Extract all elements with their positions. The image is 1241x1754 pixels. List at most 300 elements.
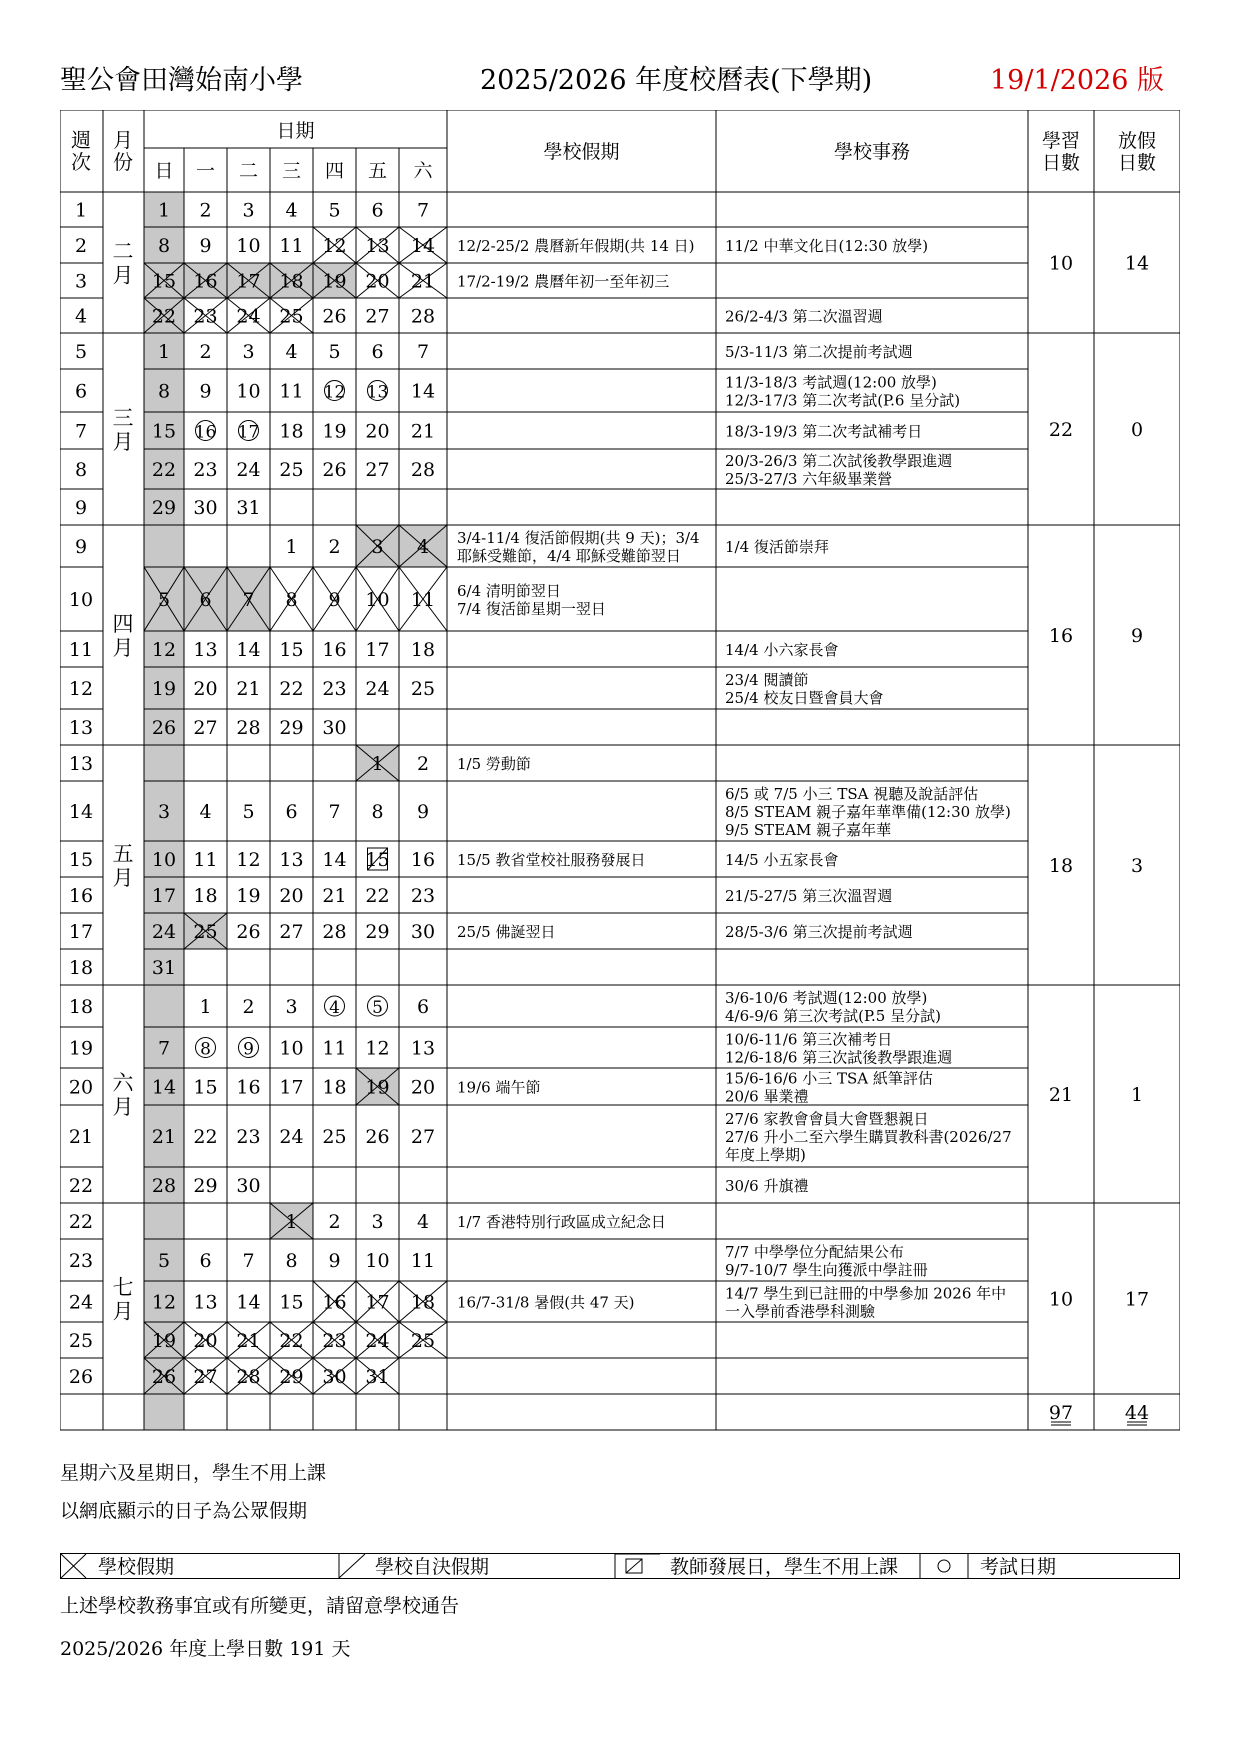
week-number: 22 [68,1175,94,1197]
month-label-1: 三 [112,406,134,430]
day-number: 24 [365,1330,390,1352]
day-number: 12 [151,639,177,661]
month-label-1: 六 [112,1071,134,1095]
calendar-row [69,1031,952,1067]
day-number: 18 [279,270,304,293]
day-number: 28 [410,459,436,481]
totals-row [1049,1402,1149,1425]
day-number: 27 [365,305,390,328]
month-study-days: 22 [1048,419,1074,441]
day-number: 13 [410,1037,436,1060]
calendar-row [69,1243,928,1279]
col-study-days-header-2: 日數 [1041,152,1081,174]
week-number: 12 [68,678,94,700]
day-number: 6 [199,589,212,611]
month-label-1: 五 [112,842,134,866]
day-number: 1 [157,199,171,222]
month-label-2: 月 [112,636,134,660]
day-number: 8 [285,589,298,611]
day-number: 25 [279,459,304,481]
day-number: 5 [242,801,255,823]
event-text: 11/3-18/3 考試週(12:00 放學) [725,373,937,392]
day-number: 22 [279,1330,304,1352]
holiday-text: 6/4 清明節翌日 [457,582,561,600]
day-number: 27 [279,921,304,943]
weekday-header: 四 [324,160,345,182]
day-number: 30 [322,717,347,739]
week-number: 1 [74,199,88,222]
day-number: 28 [410,305,436,328]
legend-school-holiday: 學校假期 [98,1556,175,1578]
day-number: 4 [199,801,212,823]
col-events-header: 學校事務 [833,141,911,163]
day-number: 8 [157,235,171,257]
day-number: 23 [193,459,218,481]
day-number: 20 [193,678,218,700]
day-number: 4 [285,199,298,222]
day-number: 5 [328,341,341,363]
day-number: 2 [199,341,212,363]
day-number: 9 [328,1250,341,1272]
day-number: 3 [371,536,384,558]
calendar-row [69,1322,447,1358]
event-text: 21/5-27/5 第三次溫習週 [725,887,893,905]
holiday-text: 3/4-11/4 復活節假期(共 9 天)；3/4 [457,529,700,547]
weekday-header: 六 [413,160,433,182]
event-text: 26/2-4/3 第二次溫習週 [725,307,883,326]
day-number: 8 [157,380,171,403]
day-number: 15 [279,639,304,661]
week-number: 20 [68,1076,94,1099]
calendar-row [69,1110,1012,1164]
note-first-term-days: 2025/2026 年度上學日數 191 天 [60,1638,351,1660]
week-number: 16 [68,885,94,907]
holiday-text: 耶穌受難節，4/4 耶穌受難節翌日 [457,547,681,565]
event-text: 3/6-10/6 考試週(12:00 放學) [725,989,928,1007]
week-number: 18 [68,957,94,979]
week-number: 9 [74,497,88,519]
day-number: 19 [151,1330,177,1352]
day-number: 19 [365,1076,390,1099]
week-number: 15 [68,849,94,871]
day-number: 28 [236,1366,261,1388]
event-text: 25/4 校友日暨會員大會 [725,689,884,707]
day-number: 10 [365,1250,390,1272]
event-text: 14/4 小六家長會 [725,641,839,659]
day-number: 20 [365,420,390,443]
week-number: 5 [74,341,88,363]
day-number: 1 [285,1211,298,1233]
calendar-row [69,717,347,739]
day-number: 30 [410,921,436,943]
day-number: 29 [365,921,390,943]
day-number: 5 [328,199,341,222]
day-number: 13 [279,849,304,871]
holiday-text: 25/5 佛誕翌日 [457,923,556,941]
day-number: 17 [151,885,177,907]
col-week-header-1: 週 [71,128,91,152]
day-number: 14 [322,849,347,871]
week-number: 6 [74,380,88,403]
day-number: 21 [410,270,436,293]
day-number: 17 [237,422,260,443]
calendar-row [69,671,884,707]
day-number: 13 [366,382,389,403]
day-number: 16 [194,422,217,443]
event-text: 9/7-10/7 學生向獲派中學註冊 [725,1261,928,1279]
day-number: 12 [236,849,261,871]
event-text: 12/6-18/6 第三次試後教學跟進週 [725,1048,953,1067]
day-number: 26 [151,1366,177,1388]
weekday-header: 日 [154,160,174,182]
legend-exam-day: 考試日期 [980,1556,1057,1578]
total-study-days: 97 [1048,1402,1074,1424]
day-number: 4 [329,998,340,1018]
event-text: 15/6-16/6 小三 TSA 紙筆評估 [725,1069,933,1088]
day-number: 23 [193,305,218,328]
day-number: 24 [236,305,261,328]
event-text: 8/5 STEAM 親子嘉年華準備(12:30 放學) [725,803,1011,821]
day-number: 24 [279,1126,304,1148]
day-number: 6 [371,341,384,363]
day-number: 11 [279,380,304,403]
calendar-row [75,200,429,222]
month-holiday-days: 17 [1124,1288,1150,1311]
week-number: 18 [68,996,94,1018]
day-number: 10 [279,1037,304,1060]
day-number: 7 [157,1037,171,1060]
week-number: 22 [68,1211,94,1233]
day-number: 20 [410,1076,436,1099]
holiday-text: 7/4 復活節星期一翌日 [457,600,606,618]
calendar-row [75,341,913,363]
day-number: 1 [157,341,171,363]
day-number: 31 [151,957,177,979]
day-number: 26 [365,1126,390,1148]
calendar-row [69,885,892,907]
calendar-row [75,421,922,443]
day-number: 5 [372,998,383,1018]
day-number: 2 [199,199,212,222]
day-number: 8 [200,1039,211,1060]
event-text: 14/7 學生到已註冊的中學參加 2026 年中 [725,1284,1007,1303]
weekday-header: 一 [195,160,216,182]
calendar-row [69,1358,399,1394]
day-number: 21 [236,678,261,700]
day-number: 16 [322,639,347,661]
event-text: 10/6-11/6 第三次補考日 [725,1030,893,1049]
day-number: 23 [322,678,347,700]
week-number: 11 [68,639,94,661]
month-label-2: 月 [112,263,134,288]
day-number: 9 [416,801,430,823]
day-number: 30 [193,497,218,519]
week-number: 21 [68,1126,94,1148]
day-number: 14 [151,1076,177,1099]
day-number: 3 [285,996,298,1018]
day-number: 8 [371,801,384,823]
day-number: 3 [371,1211,384,1233]
col-date-header: 日期 [276,120,315,142]
day-number: 15 [151,420,177,443]
day-number: 18 [410,1291,436,1314]
day-number: 26 [151,717,177,739]
month-study-days: 18 [1048,855,1074,877]
col-study-days-header-1: 學習 [1041,130,1081,152]
month-label-2: 月 [112,1095,134,1119]
day-number: 17 [279,1076,304,1099]
calendar-row [69,745,531,781]
event-text: 12/3-17/3 第二次考試(P.6 呈分試) [725,391,961,410]
day-number: 26 [322,305,347,328]
day-number: 7 [416,199,430,222]
day-number: 5 [157,589,171,611]
day-number: 6 [199,1250,212,1272]
week-number: 7 [74,420,88,443]
calendar-table [60,110,1180,1457]
event-text: 23/4 閱讀節 [725,671,809,689]
event-text: 27/6 家教會會員大會暨懇親日 [725,1110,929,1128]
day-number: 22 [193,1126,218,1148]
col-holiday-days-header-2: 日數 [1117,152,1157,174]
day-number: 22 [151,305,177,328]
note-notice: 上述學校教務事宜或有所變更，請留意學校通告 [60,1595,460,1617]
col-holidays-header: 學校假期 [543,141,620,163]
week-number: 17 [68,921,94,943]
month-holiday-days: 9 [1130,625,1144,647]
month-holiday-days: 3 [1130,855,1144,877]
day-number: 29 [193,1175,218,1197]
day-number: 9 [243,1039,254,1060]
day-number: 6 [416,996,430,1018]
day-number: 15 [193,1076,218,1099]
day-number: 25 [410,678,436,700]
calendar-row [69,1068,933,1106]
day-number: 9 [328,589,341,611]
calendar-row [75,452,952,488]
day-number: 25 [193,921,218,943]
month-holiday-days: 1 [1130,1084,1144,1106]
day-number: 27 [193,717,218,739]
event-text: 18/3-19/3 第二次考試補考日 [725,422,923,441]
day-number: 3 [242,341,255,363]
day-number: 24 [151,921,177,943]
day-number: 3 [242,199,255,222]
legend-discretionary-holiday: 學校自決假期 [375,1556,490,1578]
day-number: 22 [279,678,304,700]
day-number: 13 [193,639,218,661]
event-text: 一入學前香港學科測驗 [725,1302,876,1321]
day-number: 29 [279,1366,304,1388]
day-number: 2 [328,1211,341,1233]
event-text: 20/3-26/3 第二次試後教學跟進週 [725,452,953,470]
week-number: 23 [68,1250,94,1272]
month-label-1: 七 [112,1275,134,1300]
day-number: 21 [151,1126,177,1148]
note-public-holiday: 以網底顯示的日子為公眾假期 [60,1500,308,1522]
day-number: 23 [322,1330,347,1352]
event-text: 年度上學期) [725,1146,806,1164]
day-number: 15 [151,270,177,293]
week-number: 24 [68,1291,94,1314]
day-number: 18 [193,885,218,907]
total-holiday-days: 44 [1124,1402,1150,1424]
col-month-header-2: 份 [113,150,133,174]
day-number: 29 [279,717,304,739]
month-study-days: 10 [1048,1288,1074,1311]
calendar-row [69,957,176,979]
day-number: 22 [365,885,390,907]
day-number: 17 [365,639,390,661]
day-number: 31 [236,497,261,519]
day-number: 12 [323,382,346,403]
month-label-2: 月 [112,1299,134,1324]
day-number: 16 [236,1076,261,1099]
event-text: 27/6 升小二至六學生購買教科書(2026/27 [725,1128,1012,1146]
day-number: 12 [365,1037,390,1060]
day-number: 28 [322,921,347,943]
day-number: 23 [236,1126,261,1148]
day-number: 17 [365,1291,390,1314]
day-number: 19 [322,270,347,293]
day-number: 2 [328,536,341,558]
day-number: 23 [410,885,436,907]
day-number: 6 [285,801,298,823]
holiday-text: 16/7-31/8 暑假(共 47 天) [457,1293,635,1312]
month-study-days: 16 [1048,625,1074,647]
day-number: 11 [193,849,218,871]
day-number: 18 [410,639,436,661]
day-number: 28 [236,717,261,739]
holiday-text: 12/2-25/2 農曆新年假期(共 14 日) [457,237,695,255]
day-number: 1 [285,536,298,558]
event-text: 14/5 小五家長會 [725,851,839,869]
week-number: 14 [68,801,94,823]
day-number: 19 [322,420,347,443]
day-number: 2 [416,753,430,775]
month-label-1: 四 [112,612,134,636]
day-number: 25 [279,305,304,328]
day-number: 12 [151,1291,177,1314]
day-number: 1 [371,753,384,775]
day-number: 16 [410,849,436,871]
day-number: 17 [236,270,261,293]
day-number: 5 [157,1250,171,1272]
day-number: 6 [371,199,384,222]
day-number: 10 [236,380,261,403]
weekday-header: 五 [367,160,388,182]
note-weekend: 星期六及星期日，學生不用上課 [60,1462,327,1484]
day-number: 11 [410,589,436,611]
event-text: 30/6 升旗禮 [725,1177,809,1195]
day-number: 10 [151,849,177,871]
exam-day-legend-icon [938,1560,950,1572]
col-month-header-1: 月 [113,128,133,152]
day-number: 14 [236,639,261,661]
calendar-row [69,785,1011,839]
day-number: 24 [236,459,261,481]
holiday-text: 1/5 勞動節 [457,755,531,773]
day-number: 8 [285,1250,298,1272]
holiday-text: 19/6 端午節 [457,1078,541,1097]
day-number: 21 [410,420,436,443]
day-number: 9 [199,235,212,257]
month-block [113,406,1144,454]
month-holiday-days: 0 [1130,419,1144,441]
day-number: 7 [416,341,430,363]
day-number: 18 [279,420,304,443]
day-number: 11 [279,235,304,257]
discretionary-holiday-legend-icon [339,1554,365,1578]
day-number: 15 [279,1291,304,1314]
month-block [113,1071,1144,1119]
page-title: 2025/2026 年度校曆表(下學期) [480,65,873,96]
day-number: 4 [285,341,298,363]
day-number: 18 [322,1076,347,1099]
day-number: 4 [416,536,430,558]
day-number: 9 [199,380,212,403]
event-text: 9/5 STEAM 親子嘉年華 [725,821,892,839]
col-holiday-days-header-1: 放假 [1117,130,1157,152]
school-name: 聖公會田灣始南小學 [60,65,303,96]
event-text: 11/2 中華文化日(12:30 放學) [725,237,929,255]
day-number: 27 [410,1126,436,1148]
day-number: 21 [322,885,347,907]
day-number: 27 [193,1366,218,1388]
week-number: 26 [68,1366,94,1388]
day-number: 3 [157,801,171,823]
week-number: 9 [74,536,88,558]
day-number: 26 [322,459,347,481]
day-number: 21 [236,1330,261,1352]
legend-staff-development: 教師發展日，學生不用上課 [670,1556,899,1578]
day-number: 4 [416,1211,430,1233]
event-text: 5/3-11/3 第二次提前考試週 [725,343,913,361]
day-number: 26 [236,921,261,943]
calendar-row [75,298,883,333]
event-text: 20/6 畢業禮 [725,1087,809,1106]
day-number: 7 [328,801,341,823]
day-number: 22 [151,459,177,481]
day-number: 20 [365,270,390,293]
day-number: 31 [365,1366,390,1388]
event-text: 6/5 或 7/5 小三 TSA 視聽及說話評估 [725,785,979,803]
day-number: 28 [151,1175,177,1197]
day-number: 25 [322,1126,347,1148]
holiday-text: 15/5 教省堂校社服務發展日 [457,851,646,869]
day-number: 27 [365,459,390,481]
day-number: 16 [193,270,218,293]
day-number: 20 [279,885,304,907]
week-number: 8 [74,459,88,481]
calendar-row [69,1281,1006,1322]
week-number: 13 [68,753,94,775]
month-holiday-days: 14 [1124,252,1150,275]
day-number: 16 [322,1291,347,1314]
week-number: 19 [68,1037,94,1060]
calendar-row [75,227,928,263]
week-number: 10 [68,589,94,611]
event-text: 25/3-27/3 六年級畢業營 [725,470,893,488]
day-number: 25 [410,1330,436,1352]
day-number: 12 [322,235,347,257]
week-number: 3 [74,270,88,293]
week-number: 2 [74,235,88,257]
legend [60,1553,1180,1579]
weekday-header: 三 [281,160,302,182]
day-number: 11 [322,1037,347,1060]
day-number: 10 [236,235,261,257]
